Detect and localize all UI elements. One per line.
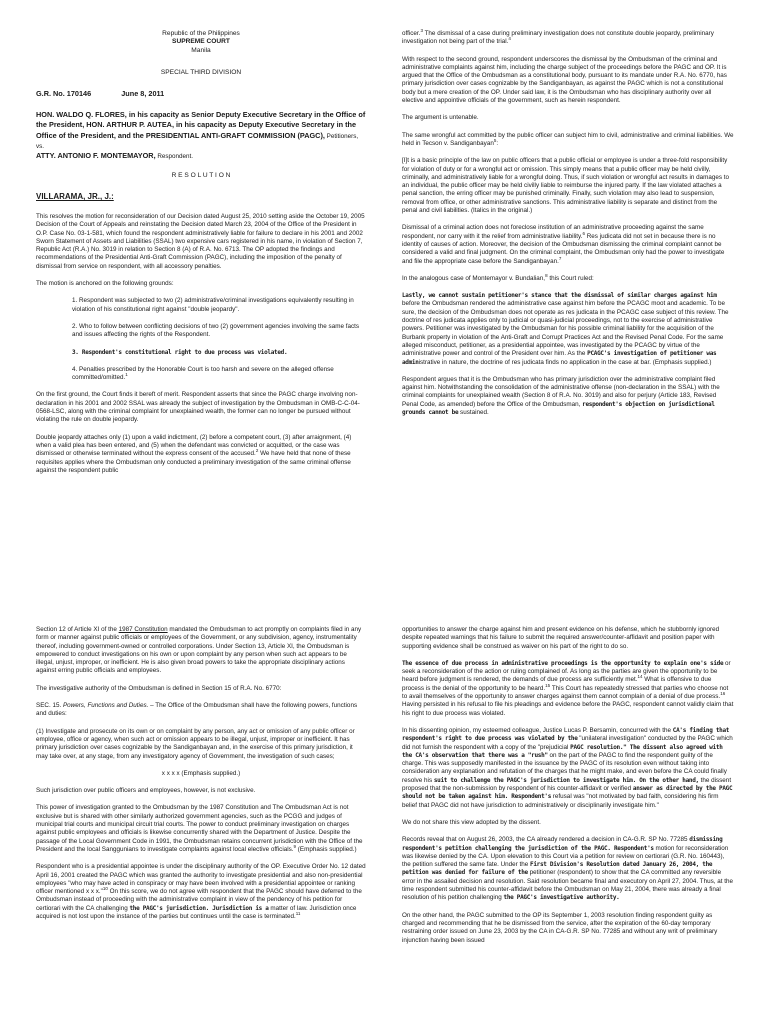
ponente: VILLARAMA, JR., J.: bbox=[36, 191, 114, 201]
ground-item: 4. Penalties prescribed by the Honorable Court is too harsh and severe on the alleged offense committed/omitted.$^1$ bbox=[72, 365, 334, 382]
paragraph: Double jeopardy attaches only (1) upon a valid indictment, (2) before a competent court, (3) after arraignment, (4) when a valid plea has been entered, and (5) when the defendant was convicted or acquitted, or the case was dismissed or otherwise terminated without the express consent of the accused.$^2$ We have held that none of these requisites applies where the Ombudsman only conducted a preliminary investigation of the same criminal offense against the respondent public bbox=[36, 433, 352, 474]
petitioners-role: Petitioners, bbox=[324, 132, 359, 140]
court-name: SUPREME COURT bbox=[172, 38, 230, 46]
emphasized-text: PAGC resolution." The dissent also agreed with the CA's observation that there was a "rush" bbox=[402, 743, 723, 759]
page2-left-column bbox=[36, 626, 366, 930]
emphasized-text: First Division's Resolution dated January 26, 2004, the petition was denied for failure of the bbox=[402, 861, 713, 877]
ground-item: 1. Respondent was subjected to two (2) administrative/criminal investigations equivalently resulting in violation of his constitutional right against "double jeopardy". bbox=[72, 297, 354, 313]
respondent-role: Respondent. bbox=[155, 153, 194, 161]
paragraph: This resolves the motion for reconsideration of our Decision dated August 25, 2010 setting aside the October 19, 2005 Decision of the Court of Appeals and reinstating the Decision dated March 23, 2004 of the Office of the President in O.P. Case No. 03-1-581, which found the respondent administratively liable for failure to declare in his 2001 and 2002 Sworn Statement of Assets and Liabilities (SSAL) two expensive cars registered in his name, in violation of Section 7, Republic Act (R.A.) No. 3019 in relation to Section 8 (A) of R.A. No. 6713. The OP adopted the findings and recommendations of the Presidential Anti-Graft Commission (PAGC), including the imposition of the penalty of dismissal from service on respondent, with all accessory penalties. bbox=[36, 212, 365, 270]
gr-number: G.R. No. 170146 bbox=[36, 89, 92, 99]
paragraph: We do not share this view adopted by the dissent. bbox=[402, 818, 541, 826]
paragraph: In his dissenting opinion, my esteemed colleague, Justice Lucas P. Bersamin, concurred with the CA's finding that respondent's right to due process was violated by the "unilateral investigation" conducted by the PAGC which did not furnish the respondent with a copy of the "prejudicial PAGC resolution." The dissent also agreed with the CA's observation that there was a "rush" on the part of the PAGC to find the respondent guilty of the charge. This was supposedly manifested in the issuance by the PAGC of its resolution even without taking into consideration any explanation and refutation of the charges that he might make, and even before the CA could finally resolve his suit to challenge the PAGC's jurisdiction to investigate him. On the other hand, the dissent proposed that the non-submission by respondent of his counter-affidavit or verified answer as directed by the PAGC should not be taken against him. Respondent's refusal was "not motivated by bad faith, considering his firm belief that PAGC did not have jurisdiction to administratively or disciplinarily investigate him." bbox=[402, 726, 733, 809]
paragraph: The same wrongful act committed by the public officer can subject him to civil, administrative and criminal liabilities. We held in Tecson v. Sandiganbayan$^5$: bbox=[402, 131, 734, 147]
page1-right-column bbox=[402, 27, 734, 426]
paragraph: The argument is untenable. bbox=[402, 114, 479, 122]
paragraph: opportunities to answer the charge against him and present evidence on his defense, which he stubbornly ignored despite repeated warnings that his failure to submit the required answer/counter-affidavit and position paper with supporting evidence shall be construed as waiver on his part of the right to do so. bbox=[402, 626, 720, 650]
paragraph: Section 12 of Article XI of the 1987 Constitution mandated the Ombudsman to act promptly on complaints filed in any form or manner against public officials or employees of the Government, or any subdivision, agency, instrumentality thereof, including government-owned or controlled corporations. Under Section 13, Article XI, the Ombudsman is empowered to conduct investigations on his own or upon complaint by any person when such act appears to be illegal, unjust, improper, or inefficient. He is also given broad powers to take the appropriate disciplinary actions against erring public officials and employees. bbox=[36, 626, 362, 675]
case-date: June 8, 2011 bbox=[121, 89, 165, 99]
respondent-name: ATTY. ANTONIO F. MONTEMAYOR, bbox=[36, 151, 156, 161]
paragraph: In the analogous case of Montemayor v. Bundalian,$^8$ this Court ruled: bbox=[402, 272, 594, 282]
paragraph: The motion is anchored on the following grounds: bbox=[36, 280, 174, 288]
document-page-2 bbox=[0, 616, 768, 1024]
paragraph: On the other hand, the PAGC submitted to the OP its September 1, 2003 resolution finding respondent guilty as charged and recommending that he be dismissed from the service, after the expiration of the 60-day temporary restraining order issued on June 23, 2003 by the CA in CA-G.R. SP No. 77285 and without any writ of preliminary injunction having been issued bbox=[402, 911, 718, 944]
block-quote: Lastly, we cannot sustain petitioner's stance that the dismissal of similar charges against him before the Ombudsman rendered the administrative case against him before the PCAGC moot and academic. To be sure, the decision of the Ombudsman does not operate as res judicata in the PCAGC case subject of this review. The doctrine of res judicata applies only to judicial or quasi-judicial proceedings, not to the exercise of administrative powers. Petitioner was investigated by the Ombudsman for his possible criminal liability for the acquisition of the Burbank property in violation of the Anti-Graft and Corrupt Practices Act and the Revised Penal Code. For the same alleged misconduct, petitioner, as a presidential appointee, was investigated by the PCAGC by virtue of the administrative power and control of the President over him. As the PCAGC's investigation of petitioner was administrative in nature, the doctrine of res judicata finds no application in the case at bar. (Emphasis supplied.) bbox=[402, 292, 729, 366]
constitution-link[interactable]: 1987 Constitution bbox=[118, 626, 168, 633]
paragraph: officer.$^3$ The dismissal of a case during preliminary investigation does not constitute double jeopardy, preliminary investigation not being part of the trial.$^4$ bbox=[402, 27, 714, 46]
emphasized-text: PCAGC's investigation of petitioner was admin bbox=[402, 350, 717, 366]
petitioners bbox=[36, 110, 366, 141]
paragraph: Such jurisdiction over public officers and employees, however, is not exclusive. bbox=[36, 787, 256, 795]
block-quote: [I]t is a basic principle of the law on public officers that a public official or employee is under a three-fold responsibility for violation of duty or for a wrongful act or omission. This simply means that a public officer may be held civilly, criminally, and administratively liable for a wrongful doing. Thus, if such violation or wrongful act results in damages to an individual, the public officer may be held civilly liable to reimburse the injured party. If the law violated attaches a penal sanction, the erring officer may be punished criminally. Finally, such violation may also lead to suspension, removal from office, or other administrative sanctions. This administrative liability is separate and distinct from the penal and civil liabilities. (Italics in the original.) bbox=[402, 157, 730, 215]
paragraph: Dismissal of a criminal action does not foreclose institution of an administrative proceeding against the same respondent, nor carry with it the relief from administrative liability.$^6$ Res judicata did not set in because there is no identity of causes of action. Moreover, the decision of the Ombudsman dismissing the criminal complaint cannot be considered a valid and final judgment. On the criminal complaint, the Ombudsman only had the power to investigate and file the appropriate case before the Sandiganbayan.$^7$ bbox=[402, 224, 725, 265]
resolution-title: R E S O L U T I O N bbox=[171, 171, 231, 179]
emphasized-text: the PAGC's jurisdiction. Jurisdiction is a bbox=[129, 904, 269, 912]
emphasized-text: the PAGC's investigative authority. bbox=[503, 894, 620, 902]
page1-left-column bbox=[36, 30, 366, 484]
republic-line: Republic of the Philippines bbox=[162, 30, 240, 37]
emphasized-text: suit to challenge the PAGC's jurisdiction to investigate him. On the other hand, bbox=[433, 776, 699, 784]
paragraph: The investigative authority of the Ombudsman is defined in Section 15 of R.A. No. 6770: bbox=[36, 684, 282, 692]
paragraph: With respect to the second ground, respondent underscores the dismissal by the Ombudsman of the criminal and administrative complaints against him, including the charge subject of the proceedings before the PAGC and OP. It is argued that the Office of the Ombudsman as a constitutional body, pursuant to its mandate under R.A. No. 6770, has primary jurisdiction over cases cognizable by the Sandiganbayan, as against the PAGC which is not a constitutional body but a mere creation of the OP. Under said law, it is the Ombudsman who has disciplinary authority over all elective and appointive officials of the government, such as herein respondent. bbox=[402, 55, 727, 105]
paragraph: x x x x (Emphasis supplied.) bbox=[161, 769, 241, 777]
page2-right-column bbox=[402, 626, 734, 954]
emphasized-text: respondent's objection on jurisdictional grounds cannot be bbox=[402, 400, 715, 416]
emphasized-text: CA's finding that respondent's right to due process was violated by the bbox=[402, 726, 730, 743]
emphasized-text: dismissing respondent's petition challenging the jurisdiction of the PAGC. Respondent's bbox=[402, 836, 723, 852]
emphasized-text: answer as directed by the PAGC should not be taken against him. Respondent's bbox=[402, 785, 733, 801]
respondent-line bbox=[36, 151, 366, 161]
case-number-line bbox=[36, 89, 366, 98]
division-name: SPECIAL THIRD DIVISION bbox=[160, 68, 242, 76]
court-city: Manila bbox=[191, 46, 211, 54]
paragraph: Respondent argues that it is the Ombudsman who has primary jurisdiction over the administrative complaint filed against him. Notwithstanding the consolidation of the administrative offense (non-declaration in the SSAL) with the criminal complaints for unexplained wealth (Section 8 of R.A. No. 3019) and also for perjury (Article 183, Revised Penal Code, as amended) before the Office of the Ombudsman, respondent's objection on jurisdictional grounds cannot be sustained. bbox=[402, 375, 720, 416]
emphasized-text: The essence of due process in administrative proceedings is the opportunity to explain one's side bbox=[402, 659, 724, 667]
versus: vs. bbox=[36, 143, 45, 151]
paragraph: On the first ground, the Court finds it bereft of merit. Respondent asserts that since the PAGC charge involving non-declaration in his 2001 and 2002 SSAL was already the subject of investigation by the Ombudsman in OMB-C-C-04-0568-LSC, along with the criminal complaint for unexplained wealth, the former can no longer be pursued without violating the rule on double jeopardy. bbox=[36, 391, 360, 424]
ground-item-emphasized: 3. Respondent's constitutional right to due process was violated. bbox=[72, 348, 288, 356]
paragraph: Respondent who is a presidential appointee is under the disciplinary authority of the OP. Executive Order No. 12 dated April 16, 2001 created the PAGC which was granted the authority to investigate presidential and also non-presidential employees "who may have acted in conspiracy or may have been involved with a presidential appointee or ranking officer mentioned x x x."$^{10}$ On this score, we do not agree with respondent that the PAGC should have deferred to the Ombudsman instead of proceeding with the administrative complaint in view of the pendency of his petition for certiorari with the CA challenging the PAGC's jurisdiction. Jurisdiction is a matter of law. Jurisdiction once acquired is not lost upon the instance of the parties but continues until the case is terminated.$^{11}$ bbox=[36, 863, 366, 921]
paragraph: SEC. 15. Powers, Functions and Duties. – The Office of the Ombudsman shall have the following powers, functions and duties: bbox=[36, 702, 358, 718]
emphasized-text: Lastly, we cannot sustain petitioner's stance that the dismissal of similar charges against him bbox=[402, 292, 717, 300]
paragraph: The essence of due process in administrative proceedings is the opportunity to explain one's side or seek a reconsideration of the action or ruling complained of. As long as the parties are given the opportunity to be heard before judgment is rendered, the demands of due process are sufficiently met.$^{14}$ What is offensive to due process is the denial of the opportunity to be heard.$^{15}$ This Court has repeatedly stressed that parties who choose not to avail themselves of the opportunity to answer charges against them cannot complain of a denial of due process.$^{16}$ Having persisted in his refusal to file his pleadings and evidence before the PAGC, respondent cannot validly claim that his right to due process was violated. bbox=[402, 659, 734, 717]
paragraph: Records reveal that on August 26, 2003, the CA already rendered a decision in CA-G.R. SP No. 77285 dismissing respondent's petition challenging the jurisdiction of the PAGC. Respondent's motion for reconsideration was likewise denied by the CA. Upon elevation to this Court via a petition for review on certiorari (G.R. No. 160443), the petition suffered the same fate. Under the First Division's Resolution dated January 26, 2004, the petition was denied for failure of the petitioner (respondent) to show that the CA committed any reversible error in the assailed decision and resolution. Said resolution became final and executory on April 27, 2004. Thus, at the time respondent submitted his counter-affidavit before the Ombudsman on May 21, 2004, there was already a final resolution of his petition challenging the PAGC's investigative authority. bbox=[402, 836, 734, 902]
block-quote: (1) Investigate and prosecute on its own or on complaint by any person, any act or omission of any public officer or employee, office or agency, when such act or omission appears to be illegal, unjust, improper or inefficient. It has primary jurisdiction over cases cognizable by the Sandiganbayan and, in the exercise of this primary jurisdiction, it may take over, at any stage, from any investigatory agency of Government, the investigation of such cases; bbox=[36, 727, 355, 760]
ground-item: 2. Who to follow between conflicting decisions of two (2) government agencies involving the same facts and issues affecting the rights of the Respondent. bbox=[72, 322, 360, 339]
block-quote: This power of investigation granted to the Ombudsman by the 1987 Constitution and The Ombudsman Act is not exclusive but is shared with other similarly authorized government agencies, such as the PCGG and judges of municipal trial courts and municipal circuit trial courts. The power to conduct preliminary investigation on charges against public employees and officials is likewise concurrently shared with the Department of Justice. Despite the passage of the Local Government Code in 1991, the Ombudsman retains concurrent jurisdiction with the Office of the President and the local Sanggunians to investigate complaints against local elective officials.$^9$ (Emphasis supplied.) bbox=[36, 804, 363, 853]
petitioners-names: HON. WALDO Q. FLORES, in his capacity as Senior Deputy Executive Secretary in the Office of the President, HON. ARTHUR P. AUTEA, in his capacity as Deputy Executive Secretary in the Office of the President, and the PRESIDENTIAL ANTI-GRAFT COMMISSION (PAGC), bbox=[36, 110, 366, 140]
